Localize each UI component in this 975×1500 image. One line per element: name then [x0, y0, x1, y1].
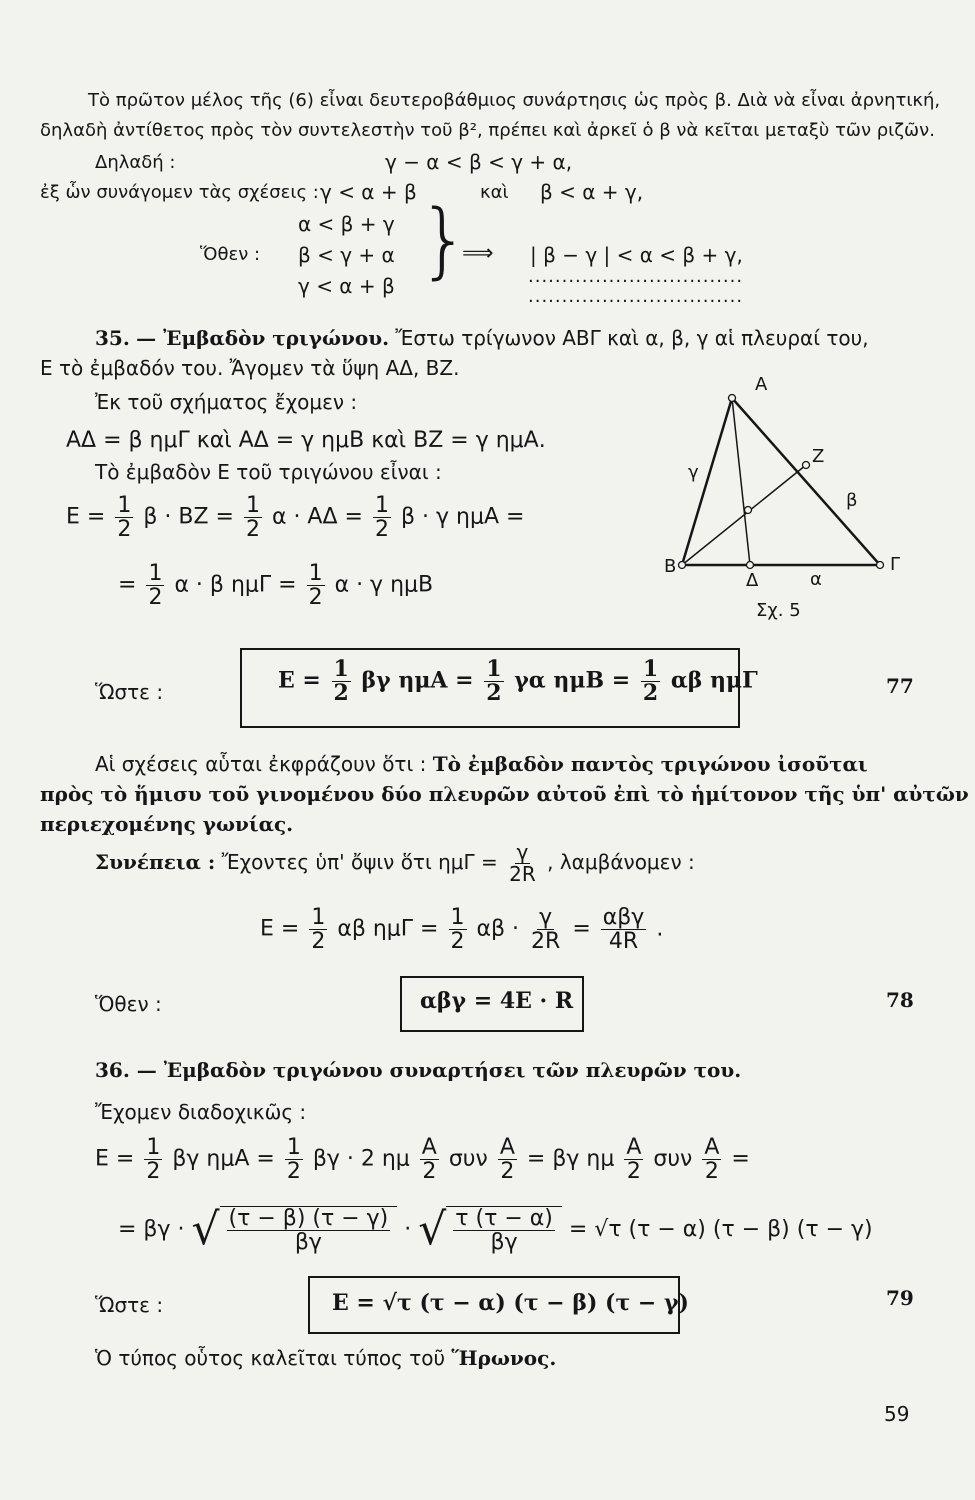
section-35-number: 35. — [95, 326, 130, 350]
area-formula-1: Ε = $\frac{1}{2}$ β · ΒΖ = $\frac{1}{2}$ α · ΑΔ = $\frac{1}{2}$ β · γ ημΑ = — [66, 493, 525, 543]
heron-derivation-1: Ε = $\frac{1}{2}$ βγ ημΑ = $\frac{1}{2}$ βγ · 2 ημ $\frac{A}{2}$ συν $\frac{A}{2}$ = βγ ημ $\frac{A}{2}$ συν $\frac{A}{2}$ = — [95, 1135, 750, 1185]
vertex-g-label: Γ — [890, 554, 901, 575]
section-35-text-1: Ἔστω τρίγωνον ΑΒΓ καὶ α, β, γ αἱ πλευραί του, — [395, 326, 869, 350]
section-36-title: — Ἐμβαδὸν τριγώνου συναρτήσει τῶν πλευρῶν του. — [136, 1058, 742, 1082]
side-a-label: α — [810, 569, 822, 590]
system-eq-3: γ < α + β — [298, 274, 395, 298]
heron-derivation-2: = βγ · √ $\frac{(\tau - \beta) (\tau - \gamma)}{\beta\gamma}$ · √ $\frac{\tau (\tau - \alpha)}{\beta\gamma}$ = √τ (τ − α) (τ − β) (τ − γ) — [118, 1204, 873, 1256]
consequence-formula: Ε = $\frac{1}{2}$ αβ ημΓ = $\frac{1}{2}$ αβ · $\frac{\gamma}{2R}$ = $\frac{\text{αβγ}}{4R}$ . — [260, 905, 664, 955]
othen-label: Ὅθεν : — [200, 244, 261, 265]
d-expression: γ − α < β < γ + α, — [385, 150, 573, 174]
right-brace: } — [418, 193, 471, 288]
othen-label-2: Ὅθεν : — [95, 992, 162, 1016]
system-eq-2: β < γ + α — [298, 243, 395, 267]
equation-number-77: 77 — [886, 674, 914, 698]
triangle-outline — [682, 398, 880, 565]
equation-number-78: 78 — [886, 988, 914, 1012]
altitude-equations: ΑΔ = β ημΓ καὶ ΑΔ = γ ημΒ καὶ ΒΖ = γ ημΑ. — [66, 428, 546, 453]
figure-caption: Σχ. 5 — [756, 600, 801, 621]
ex-expression-1: γ < α + β — [320, 180, 417, 204]
altitude-bz — [682, 465, 806, 565]
section-35-text-2: Ε τὸ ἐμβαδόν του. Ἄγομεν τὰ ὕψη ΑΔ, ΒΖ. — [40, 356, 460, 380]
intro-line-1: Τὸ πρῶτον μέλος τῆς (6) εἶναι δευτεροβάθμιος συνάρτησις ὡς πρὸς β. Διὰ νὰ εἶναι ἀρνητική, — [88, 90, 941, 111]
intro-line-2: δηλαδὴ ἀντίθετος πρὸς τὸν συντελεστὴν τοῦ β², πρέπει καὶ ἀρκεῖ ὁ β νὰ κεῖται μεταξὺ τῶν ριζῶν. — [40, 120, 935, 141]
page-number: 59 — [884, 1402, 910, 1426]
section-36-number: 36. — [95, 1058, 130, 1082]
side-g-label: γ — [688, 462, 699, 483]
heron-text: Ὁ τύπος οὗτος καλεῖται τύπος τοῦ — [95, 1346, 446, 1370]
remark-bold-2: πρὸς τὸ ἥμισυ τοῦ γινομένου δύο πλευρῶν αὐτοῦ ἐπὶ τὸ ἡμίτονον τῆς ὑπ' αὐτῶν — [40, 782, 969, 806]
section-36-text-1: Ἔχομεν διαδοχικῶς : — [95, 1100, 307, 1124]
remark-bold-1: Τὸ ἐμβαδὸν παντὸς τριγώνου ἰσοῦται — [432, 752, 868, 776]
remark-bold-3: περιεχομένης γωνίας. — [40, 812, 294, 836]
boxed-formula-77: Ε = $\frac{1}{2}$ βγ ημΑ = $\frac{1}{2}$ γα ημΒ = $\frac{1}{2}$ αβ ημΓ — [278, 656, 758, 707]
vertex-b-label: Β — [664, 556, 677, 577]
foot-d-label: Δ — [746, 570, 759, 591]
side-b-label: β — [846, 490, 858, 511]
d-label: Δηλαδή : — [95, 152, 176, 173]
vertex-a-label: Α — [755, 374, 768, 395]
area-formula-2: = $\frac{1}{2}$ α · β ημΓ = $\frac{1}{2}$ α · γ ημΒ — [118, 561, 434, 611]
remark-intro: Αἱ σχέσεις αὗται ἐκφράζουν ὅτι : — [95, 752, 427, 776]
ex-expression-2: β < α + γ, — [540, 180, 644, 204]
section-35-title: — Ἐμβαδὸν τριγώνου. — [136, 326, 390, 350]
ex-label: ἐξ ὧν συνάγομεν τὰς σχέσεις : — [40, 182, 319, 203]
system-eq-1: α < β + γ — [298, 212, 395, 236]
abs-result: | β − γ | < α < β + γ, — [530, 243, 743, 267]
ex-and: καὶ — [480, 182, 509, 203]
foot-z-label: Ζ — [812, 446, 825, 467]
consequence-line: Συνέπεια : Ἔχοντες ὑπ' ὄψιν ὅτι ημΓ = $\frac{\gamma}{2R}$ , λαμβάνομεν : — [95, 840, 695, 886]
dots-line-1: ................................ — [528, 266, 744, 287]
oste-label: Ὥστε : — [95, 680, 164, 704]
boxed-formula-79: Ε = √τ (τ − α) (τ − β) (τ − γ) — [332, 1290, 689, 1316]
section-35-text-4: Τὸ ἐμβαδὸν Ε τοῦ τριγώνου εἶναι : — [95, 460, 442, 484]
oste-label-2: Ὥστε : — [95, 1293, 164, 1317]
boxed-formula-78: αβγ = 4Ε · R — [420, 988, 574, 1014]
implies-arrow: ⟹ — [462, 241, 494, 266]
equation-number-79: 79 — [886, 1286, 914, 1310]
dots-line-2: ................................ — [528, 286, 744, 307]
heron-name: Ἥρωνος. — [451, 1346, 557, 1370]
altitude-ad — [732, 398, 750, 565]
section-35-text-3: Ἐκ τοῦ σχήματος ἔχομεν : — [95, 390, 358, 414]
triangle-figure — [660, 368, 920, 628]
